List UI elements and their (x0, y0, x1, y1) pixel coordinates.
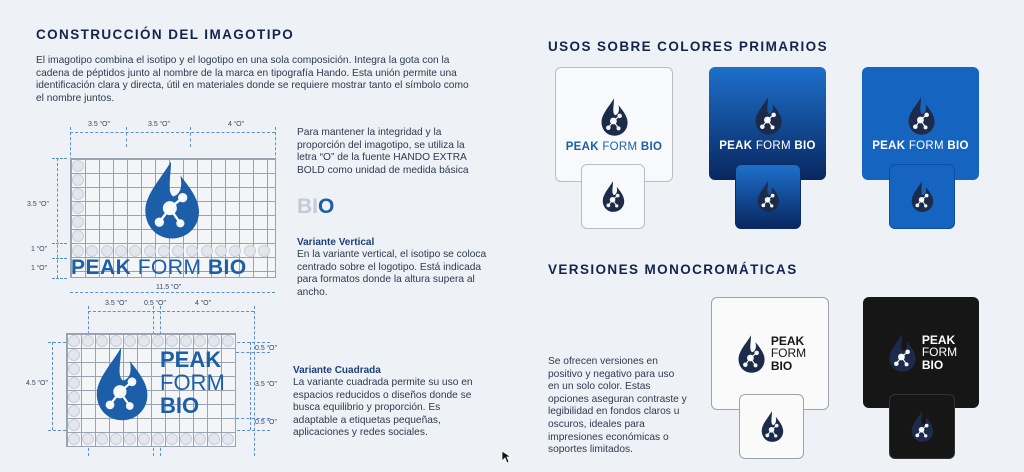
drop-molecule-icon (88, 343, 154, 425)
o-unit-circle (96, 433, 108, 445)
o-unit-circle (72, 216, 84, 228)
card-brand-label: PEAK FORM BIO (565, 140, 663, 153)
intro-paragraph: El imagotipo combina el isotipo y el logotipo en una sola composición. Integra la gota con la cadena de péptidos junto al nombre de la marca en tipografía Hando. Esta unión permite una identificación clara y directa, útil en materiales donde se requiere mostrar tanto el símbolo como el nombre juntos. (36, 55, 469, 104)
dimension-label: 3.5 “O” (148, 121, 170, 128)
o-unit-circle (258, 245, 270, 257)
drop-molecule-icon (599, 180, 627, 213)
drop-molecule-icon (751, 96, 785, 136)
monochrome-paragraph: Se ofrecen versiones en positivo y negativo para uso en un solo color. Estas opciones aseguran contraste y legibilidad en fondos claros u oscuros, ideales para impresiones económicas o soportes limitados. (548, 356, 687, 456)
dimension-label: 4.5 “O” (26, 380, 48, 387)
drop-molecule-icon (136, 158, 206, 242)
o-unit-circle (194, 335, 206, 347)
drop-molecule-icon (904, 96, 938, 136)
guide-line (52, 243, 67, 244)
dimension-line-top-square (88, 311, 254, 312)
dimension-label: 3.5 “O” (27, 201, 49, 208)
o-unit-circle (208, 433, 220, 445)
dimension-line-left-square (52, 342, 53, 430)
icon-card-white (581, 164, 645, 229)
section-title-construction: CONSTRUCCIÓN DEL IMAGOTIPO (36, 27, 295, 42)
dimension-label: 4 “O” (228, 121, 244, 128)
unit-paragraph: Para mantener la integridad y la proporción del imagotipo, se utiliza la letra “O” de la fuente HANDO EXTRA BOLD como unidad de medida básica (297, 127, 469, 176)
brand-wordmark-horizontal: PEAK FORM BIO (71, 256, 247, 279)
dimension-label: 4 “O” (195, 300, 211, 307)
o-unit-circle (68, 363, 80, 375)
o-unit-circle (68, 391, 80, 403)
o-unit-circle (110, 433, 122, 445)
dimension-label: 0.5 “O” (255, 419, 277, 426)
vertical-variant-text: En la variante vertical, el isotipo se coloca centrado sobre el logotipo. Está indicada para formatos donde la altura supera al ancho. (297, 249, 487, 298)
card-brand-label: PEAK FORM BIO (719, 139, 816, 152)
guide-line (126, 127, 127, 147)
o-unit-circle (72, 230, 84, 242)
o-unit-circle (180, 335, 192, 347)
o-unit-circle (82, 433, 94, 445)
card-brand-label: PEAK FORM BIO (770, 333, 807, 373)
logo-card-mono-negative (863, 297, 979, 408)
section-title-primary-colors: USOS SOBRE COLORES PRIMARIOS (548, 39, 828, 54)
o-unit-circle (166, 433, 178, 445)
dimension-label: 11.5 “O” (156, 284, 182, 291)
o-unit-circle (68, 419, 80, 431)
section-title-monochrome: VERSIONES MONOCROMÁTICAS (548, 262, 798, 277)
o-unit-circle (138, 433, 150, 445)
dimension-label: 3.5 “O” (88, 121, 110, 128)
dimension-line-top (70, 132, 275, 133)
dimension-label: 1 “O” (31, 246, 47, 253)
o-unit-circle (194, 433, 206, 445)
icon-card-mono-positive (739, 394, 804, 459)
card-brand-label: PEAK FORM BIO (921, 332, 958, 372)
o-unit-circle (152, 433, 164, 445)
o-unit-circle (208, 335, 220, 347)
guide-line (52, 258, 67, 259)
drop-molecule-icon (758, 410, 786, 443)
drop-molecule-icon (885, 332, 919, 374)
dimension-line-right-square (250, 342, 251, 430)
drop-molecule-icon (754, 180, 782, 213)
vertical-variant-title: Variante Vertical (297, 237, 375, 248)
guide-line (52, 158, 67, 159)
o-unit-circle (68, 405, 80, 417)
drop-molecule-icon (597, 97, 631, 137)
o-unit-circle (124, 433, 136, 445)
o-unit-circle (68, 377, 80, 389)
icon-card-blue (889, 164, 955, 229)
card-brand-label: PEAK FORM BIO (872, 139, 969, 152)
o-unit-circle (68, 349, 80, 361)
o-unit-circle (72, 202, 84, 214)
o-unit-circle (68, 335, 80, 347)
guide-line (52, 278, 67, 279)
square-variant-title: Variante Cuadrada (293, 365, 381, 376)
mouse-cursor-icon (501, 450, 515, 466)
o-unit-circle (68, 433, 80, 445)
dimension-label: 0.5 “O” (144, 300, 166, 307)
drop-molecule-icon (908, 180, 936, 213)
o-unit-circle (222, 335, 234, 347)
o-unit-circle (222, 433, 234, 445)
dimension-line-bottom (70, 292, 275, 293)
brand-wordmark-square: PEAK FORM BIO (160, 347, 225, 418)
o-unit-circle (72, 174, 84, 186)
dimension-label: 0.5 “O” (255, 345, 277, 352)
guide-line (236, 352, 270, 353)
o-unit-circle (180, 433, 192, 445)
dimension-line-left (57, 158, 58, 278)
guide-line (190, 127, 191, 147)
icon-card-mono-negative (889, 394, 955, 459)
drop-molecule-icon (734, 333, 768, 375)
drop-molecule-icon (908, 410, 936, 443)
dimension-label: 1 “O” (31, 265, 47, 272)
icon-card-navy (735, 164, 801, 229)
o-unit-circle (72, 188, 84, 200)
dimension-label: 3.5 “O” (105, 300, 127, 307)
o-unit-circle (166, 335, 178, 347)
dimension-label: 3.5 “O” (255, 381, 277, 388)
square-variant-text: La variante cuadrada permite su uso en espacios reducidos o diseños donde se busca equilibrio y proporción. Es adaptable a etiquetas pequeñas, aplicaciones y redes sociales. (293, 377, 473, 439)
o-unit-circle (72, 160, 84, 172)
unit-sample: BIO (297, 195, 335, 218)
